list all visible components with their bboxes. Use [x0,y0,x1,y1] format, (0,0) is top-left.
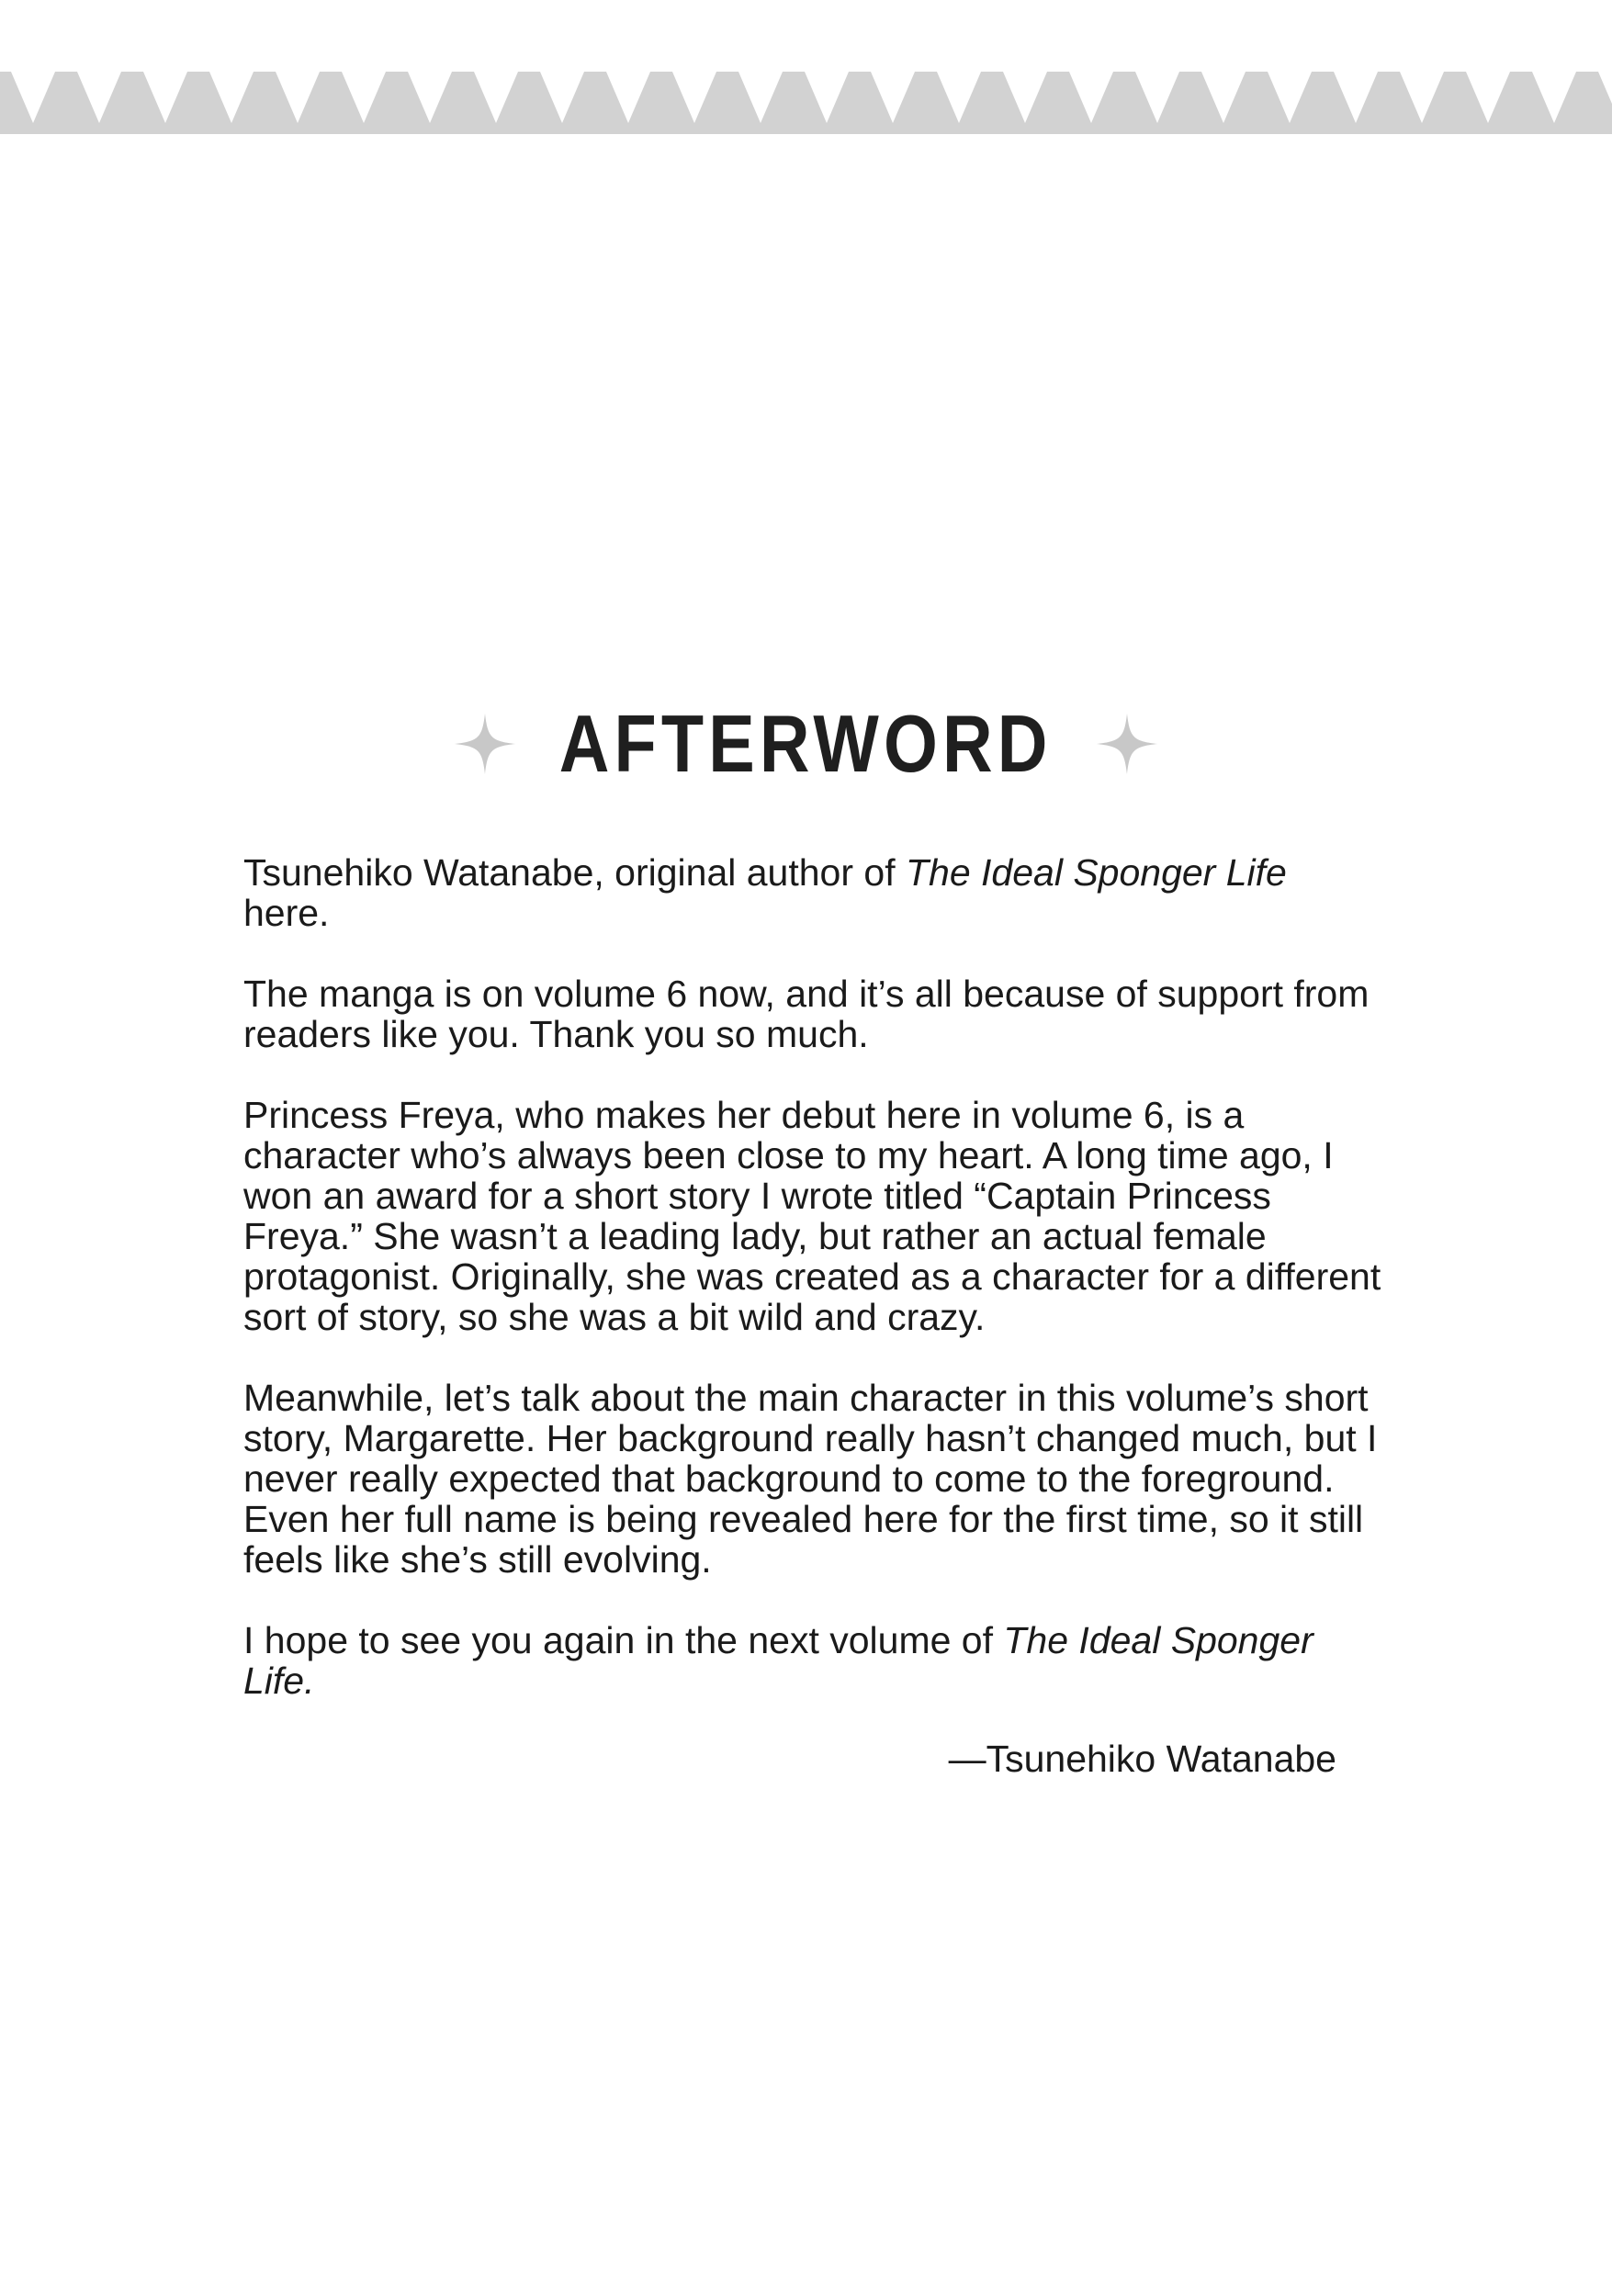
sparkle-right-icon [1095,712,1159,776]
sparkle-left-icon [453,712,517,776]
page-title: AFTERWORD [559,698,1053,789]
title-row [0,698,1612,789]
book-title-italic: The Ideal Sponger Life [905,851,1287,894]
signature: —Tsunehiko Watanabe [948,1738,1336,1780]
zigzag-border [0,72,1612,134]
paragraph-5 [243,1620,1392,1701]
paragraph-5-text-a: I hope to see you again in the next volume of [243,1619,1004,1661]
paragraph-2-text: The manga is on volume 6 now, and it’s all because of support from readers like you. Thank you so much. [243,973,1370,1055]
paragraph-1-text-c: here. [243,892,330,934]
paragraph-1-text-a: Tsunehiko Watanabe, original author of [243,851,906,894]
paragraph-4-text: Meanwhile, let’s talk about the main character in this volume’s short story, Margarette. Her background really hasn’t changed much, but I never really expected that background to come to the foreground. Even her full name is being revealed here for the first time, so it still feels like she’s still evolving. [243,1377,1378,1581]
paragraph-4 [243,1378,1392,1580]
book-title-italic-closing: The Ideal Sponger Life. [243,1619,1313,1702]
paragraph-3 [243,1095,1392,1337]
paragraph-3-text: Princess Freya, who makes her debut here in volume 6, is a character who’s always been close to my heart. A long time ago, I won an award for a short story I wrote titled “Captain Princess Freya.” She wasn’t a leading lady, but rather an actual female protagonist. Originally, she was created as a character for a different sort of story, so she was a bit wild and crazy. [243,1094,1381,1338]
paragraph-1 [243,852,1392,933]
afterword-body [243,852,1392,1741]
paragraph-2 [243,974,1392,1054]
